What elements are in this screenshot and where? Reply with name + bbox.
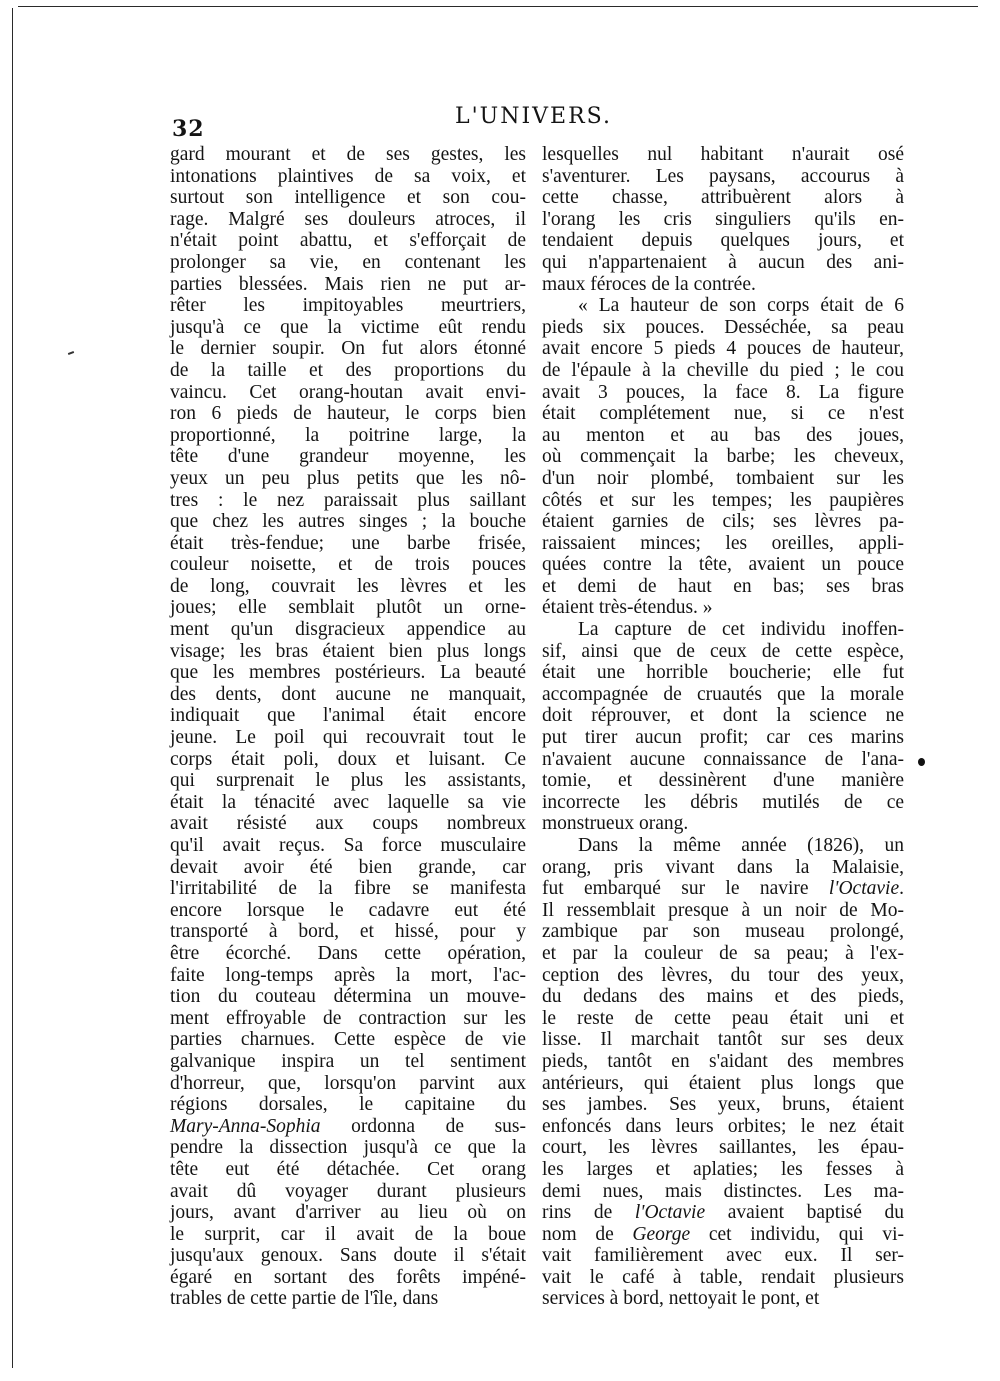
text-line: que chez les autres singes ; la bouche [170,511,526,533]
text-line: put tirer aucun profit; car ces marins [542,727,904,749]
text-line: et demi de haut en bas; ses bras [542,575,904,597]
text-line: La capture de cet individu inoffen- [578,619,904,641]
text-line: sif, ainsi que de ceux de cette espèce, [542,640,904,662]
text-line: proportionné, la poitrine large, la [170,424,526,446]
text-line: des dents, dont aucune ne manquait, [170,683,526,705]
text-line: faite long-temps après la mort, l'ac- [170,964,526,986]
text-line: couleur noisette, et de trois pouces [170,554,526,576]
text-line: jeune. Le poil qui recouvrait tout le [170,727,526,749]
text-line: n'était point abattu, et s'efforçait de [170,230,526,252]
text-line: jusqu'aux genoux. Sans doute il s'était [170,1245,526,1267]
text-line: ment qu'un disgracieux appendice au [170,619,526,641]
text-line: tres : le nez paraissait plus saillant [170,489,526,511]
text-line: rage. Malgré ses douleurs atroces, il [170,208,526,230]
text-line: ception des lèvres, du tour des yeux, [542,964,904,986]
text-line: de la taille et des proportions du [170,359,526,381]
text-line: ses jambes. Ses yeux, bruns, étaient [542,1094,904,1116]
text-line: corps était poli, doux et luisant. Ce [170,748,526,770]
page-left-edge [12,8,13,1368]
left-column [170,144,526,1310]
text-line: rins de l'Octavie avaient baptisé du [542,1202,904,1224]
text-line: vait le café à table, rendait plusieurs [542,1266,904,1288]
text-line: court, les lèvres saillantes, les épau- [542,1137,904,1159]
text-line: pendre la dissection jusqu'à ce que la [170,1137,526,1159]
text-line: ron 6 pieds de hauteur, le corps bien [170,403,526,425]
text-line: demi nues, mais distinctes. Les ma- [542,1180,904,1202]
text-line: tendaient depuis quelques jours, et [542,230,904,252]
text-line: était très-fendue; une barbe frisée, [170,532,526,554]
text-line: qui surprenait le plus les assistants, [170,770,526,792]
text-line: s'aventurer. Les paysans, accourus à [542,165,904,187]
text-line: que les membres postérieurs. La beauté [170,662,526,684]
text-line: jusqu'à ce que la victime eût rendu [170,316,526,338]
text-line: avait 3 pouces, la face 8. La figure [542,381,904,403]
text-line: « La hauteur de son corps était de 6 [578,295,904,317]
text-line: raissaient minces; les oreilles, appli- [542,532,904,554]
text-line: prolonger sa vie, en contenant les [170,251,526,273]
text-line: devait avoir été bien grande, car [170,856,526,878]
text-line: du dedans des mains et des pieds, [542,986,904,1008]
text-line: fut embarqué sur le navire l'Octavie. [542,878,904,900]
text-line: qu'il avait reçus. Sa force musculaire [170,835,526,856]
text-line: où commençait la barbe; les cheveux, [542,446,904,468]
text-line: trables de cette partie de l'île, dans [170,1288,439,1310]
text-line: vait familièrement avec eux. Il ser- [542,1245,904,1267]
text-line: de l'épaule à la cheville du pied ; le cou [542,359,904,381]
text-line: pieds, tantôt en s'aidant des membres [542,1050,904,1072]
text-line: était une horrible boucherie; elle fut [542,662,904,684]
text-line: au menton et au bas des joues, [542,424,904,446]
text-line: être écorché. Dans cette opération, [170,942,526,964]
text-line: doit réprouver, et dont la science ne [542,705,904,727]
text-line: les larges et aplaties; les fesses à [542,1158,904,1180]
text-line: tête d'une grandeur moyenne, les [170,446,526,468]
text-line: services à bord, nettoyait le pont, et [542,1288,820,1310]
text-line: Dans la même année (1826), un [578,835,904,856]
text-line: nom de George cet individu, qui vi- [542,1223,905,1245]
text-line: était complétement nue, si ce n'est [542,403,904,425]
text-line: ment effroyable de contraction sur les [170,1007,526,1029]
text-line: avait dû voyager durant plusieurs [170,1180,526,1202]
text-line: l'orang les cris singuliers qu'ils en- [542,208,904,230]
text-line: avait encore 5 pieds 4 pouces de hauteur, [542,338,904,360]
text-line: quées contre la tête, avaient un pouce [542,554,904,576]
text-line: joues; elle semblait plutôt un orne- [170,597,526,619]
text-line: étaient garnies de cils; ses lèvres pa- [542,511,904,533]
text-line: cette chasse, attribuèrent alors à [542,187,904,209]
text-line: galvanique inspira un tel sentiment [170,1050,526,1072]
right-column [542,144,904,1310]
text-line: l'irritabilité de la fibre se manifesta [170,878,526,900]
text-line: rêter les impitoyables meurtriers, [170,295,526,317]
text-line: jours, avant d'arriver au lieu où on [170,1202,526,1224]
text-line: pieds six pouces. Desséchée, sa peau [542,316,904,338]
text-line: était la ténacité avec laquelle sa vie [170,791,526,813]
text-line: parties blessées. Mais rien ne put ar- [170,273,526,295]
text-line: encore lorsque le cadavre eut été [170,899,526,921]
text-line: maux féroces de la contrée. [542,273,756,295]
text-line: le dernier soupir. On fut alors étonné [170,338,526,360]
text-line: lisse. Il marchait tantôt sur ses deux [542,1029,904,1051]
text-line: gard mourant et de ses gestes, les [170,144,526,165]
text-line: tomie, et dessinèrent d'une manière [542,770,904,792]
text-line: n'avaient aucune connaissance de l'ana- [542,748,904,770]
text-line: avait résisté aux coups nombreux [170,813,526,835]
text-line: lesquelles nul habitant n'aurait osé [542,144,904,165]
ink-speck [918,758,925,766]
text-line: monstrueux orang. [542,813,689,835]
text-line: qui n'appartenaient à aucun des ani- [542,251,904,273]
margin-mark [68,351,74,355]
text-line: Il ressemblait presque à un noir de Mo- [542,899,904,921]
page-top-edge [18,6,978,7]
text-line: incorrecte les débris mutilés de ce [542,791,904,813]
text-line: de long, couvrait les lèvres et les [170,575,526,597]
text-line: orang, pris vivant dans la Malaisie, [542,856,904,878]
text-line: enfoncés dans leurs orbites; le nez était [542,1115,904,1137]
text-line: accompagnée de cruautés que la morale [542,683,904,705]
text-line: côtés et sur les tempes; les paupières [542,489,904,511]
text-line: antérieurs, qui étaient plus longs que [542,1072,904,1094]
running-title: L'UNIVERS. [455,104,612,129]
text-line: d'un noir plombé, tombaient sur les [542,467,904,489]
text-line: étaient très-étendus. » [542,597,713,619]
text-line: parties charnues. Cette espèce de vie [170,1029,526,1051]
text-line: tion du couteau détermina un mouve- [170,986,526,1008]
text-line: surtout son intelligence et son cou- [170,187,526,209]
text-line: yeux un peu plus petits que les nô- [170,467,526,489]
text-line: visage; les bras étaient bien plus longs [170,640,526,662]
text-line: d'horreur, que, lorsqu'on parvint aux [170,1072,526,1094]
text-line: le surprit, car il avait de la boue [170,1223,526,1245]
page-number: 32 [172,116,205,142]
text-line: égaré en sortant des forêts impéné- [170,1266,526,1288]
text-line: tête eut été détachée. Cet orang [170,1158,526,1180]
text-line: zambique par son museau prolongé, [542,921,904,943]
text-line: Mary-Anna-Sophia ordonna de sus- [170,1115,526,1137]
text-line: indiquait que l'animal était encore [170,705,526,727]
text-line: intonations plaintives de sa voix, et [170,165,526,187]
text-line: vaincu. Cet orang-houtan avait envi- [170,381,526,403]
text-line: transporté à bord, et hissé, pour y [170,921,526,943]
text-line: régions dorsales, le capitaine du [170,1094,526,1116]
text-line: le reste de cette peau était uni et [542,1007,904,1029]
text-line: et par la couleur de sa peau; à l'ex- [542,942,904,964]
